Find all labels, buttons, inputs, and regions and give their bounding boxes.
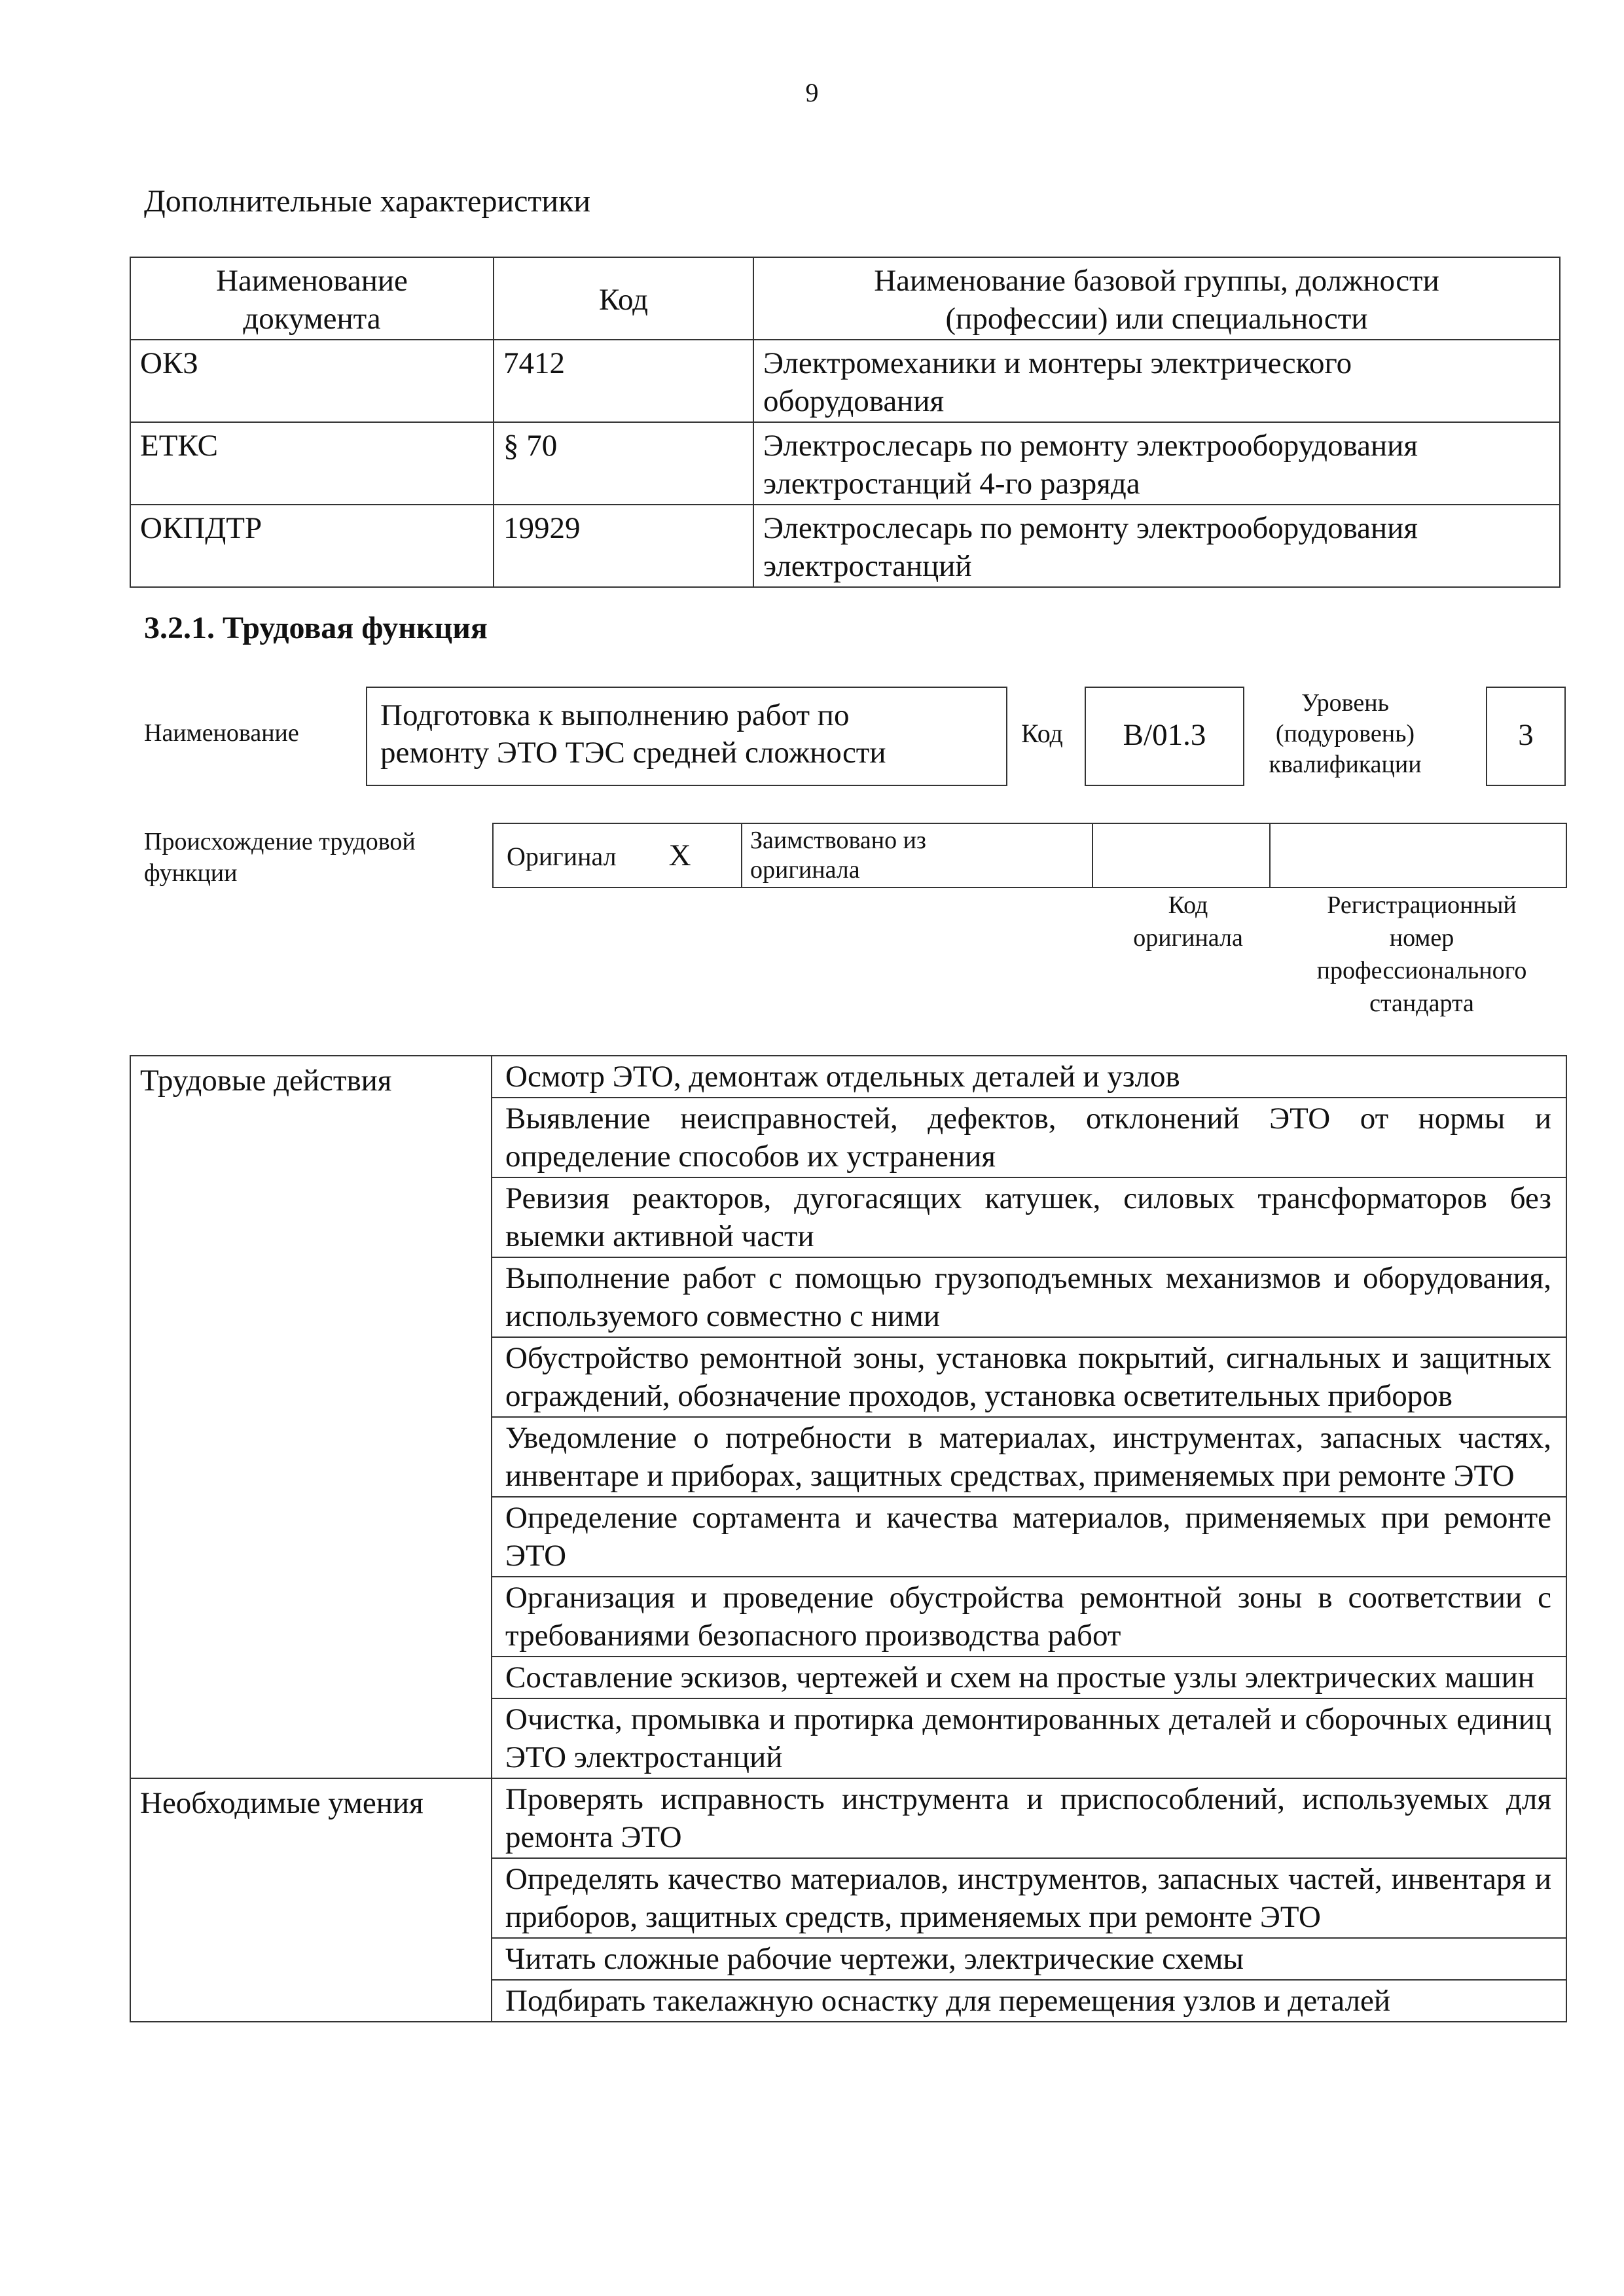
required-skills-label: Необходимые умения	[130, 1778, 492, 2022]
row-group-name-line2: оборудования	[763, 384, 945, 418]
borrowed-label-line2: оригинала	[750, 856, 860, 884]
additional-characteristics-heading: Дополнительные характеристики	[144, 184, 591, 219]
function-name-label: Наименование	[144, 719, 299, 747]
function-code-box: B/01.3	[1085, 687, 1244, 786]
header-group-name-line2: (профессии) или специальности	[945, 302, 1368, 336]
registration-number-caption	[1278, 889, 1566, 1020]
row-group-name	[753, 505, 1560, 587]
header-group-name-line1: Наименование базовой группы, должности	[874, 264, 1439, 298]
labor-action-item: Обустройство ремонтной зоны, установка покрытий, сигнальных и защитных ограждений, обозначение проходов, установка осветительных приборов	[492, 1337, 1566, 1417]
row-code: § 70	[494, 422, 753, 505]
table-row	[130, 340, 1560, 422]
row-code: 19929	[494, 505, 753, 587]
labor-action-item: Выполнение работ с помощью грузоподъемных механизмов и оборудования, используемого совместно с ними	[492, 1257, 1566, 1337]
qualification-level-box: 3	[1486, 687, 1566, 786]
function-code-label: Код	[1021, 719, 1063, 748]
function-origin-table	[492, 823, 1567, 888]
row-document: ОКЗ	[130, 340, 494, 422]
qualification-level-label	[1257, 688, 1434, 780]
original-label: Оригинал	[507, 842, 617, 871]
labor-action-item: Очистка, промывка и протирка демонтированных деталей и сборочных единиц ЭТО электростанций	[492, 1698, 1566, 1778]
labor-actions-table	[130, 1055, 1567, 2022]
header-code: Код	[494, 257, 753, 340]
labor-action-item: Выявление неисправностей, дефектов, отклонений ЭТО от нормы и определение способов их устранения	[492, 1098, 1566, 1177]
labor-action-item: Уведомление о потребности в материалах, инструментах, запасных частях, инвентаре и приборах, защитных средствах, применяемых при ремонте ЭТО	[492, 1417, 1566, 1497]
row-group-name	[753, 340, 1560, 422]
row-group-name-line1: Электромеханики и монтеры электрического	[763, 346, 1352, 380]
original-code-caption	[1100, 889, 1276, 954]
labor-action-item: Ревизия реакторов, дугогасящих катушек, силовых трансформаторов без выемки активной части	[492, 1177, 1566, 1257]
qualification-level-label-line1: Уровень	[1301, 689, 1389, 717]
original-code-caption-line2: оригинала	[1133, 924, 1243, 952]
table-row	[130, 422, 1560, 505]
page-number: 9	[805, 78, 819, 107]
required-skill-item: Определять качество материалов, инструментов, запасных частей, инвентаря и приборов, защитных средств, применяемых при ремонте ЭТО	[492, 1858, 1566, 1938]
function-name-line1: Подготовка к выполнению работ по	[380, 698, 850, 732]
labor-function-heading: 3.2.1. Трудовая функция	[144, 611, 488, 645]
original-code-caption-line1: Код	[1168, 891, 1208, 919]
table-row	[130, 1056, 1566, 1098]
registration-number-caption-line4: стандарта	[1369, 990, 1474, 1017]
labor-action-item: Организация и проведение обустройства ремонтной зоны в соответствии с требованиями безопасного производства работ	[492, 1577, 1566, 1657]
labor-actions-label: Трудовые действия	[130, 1056, 492, 1778]
additional-characteristics-table	[130, 257, 1561, 588]
function-name-line2: ремонту ЭТО ТЭС средней сложности	[380, 736, 886, 770]
original-cell	[493, 823, 742, 888]
table-row	[130, 1778, 1566, 1858]
registration-number-caption-line3: профессионального	[1316, 957, 1527, 984]
original-code-cell	[1092, 823, 1270, 888]
table-row	[130, 505, 1560, 587]
row-group-name-line2: электростанций 4-го разряда	[763, 467, 1140, 501]
labor-action-item: Осмотр ЭТО, демонтаж отдельных деталей и узлов	[492, 1056, 1566, 1098]
original-mark: X	[668, 838, 691, 872]
function-origin-label	[144, 826, 416, 889]
row-code: 7412	[494, 340, 753, 422]
header-document	[130, 257, 494, 340]
header-document-line2: документа	[243, 302, 381, 336]
table-header-row	[130, 257, 1560, 340]
required-skill-item: Подбирать такелажную оснастку для перемещения узлов и деталей	[492, 1980, 1566, 2022]
required-skill-item: Проверять исправность инструмента и приспособлений, используемых для ремонта ЭТО	[492, 1778, 1566, 1858]
row-document: ЕТКС	[130, 422, 494, 505]
function-origin-label-line2: функции	[144, 859, 238, 887]
borrowed-cell	[742, 823, 1092, 888]
function-name-box	[366, 687, 1007, 786]
row-group-name	[753, 422, 1560, 505]
borrowed-label-line1: Заимствовано из	[750, 827, 926, 854]
qualification-level-label-line2: (подуровень)	[1275, 720, 1415, 747]
registration-number-cell	[1270, 823, 1566, 888]
row-group-name-line1: Электрослесарь по ремонту электрооборудования	[763, 511, 1418, 545]
required-skill-item: Читать сложные рабочие чертежи, электрические схемы	[492, 1938, 1566, 1980]
header-document-line1: Наименование	[216, 264, 408, 298]
row-document: ОКПДТР	[130, 505, 494, 587]
registration-number-caption-line1: Регистрационный	[1327, 891, 1517, 919]
header-group-name	[753, 257, 1560, 340]
qualification-level-label-line3: квалификации	[1269, 751, 1422, 778]
function-origin-label-line1: Происхождение трудовой	[144, 828, 416, 855]
row-group-name-line1: Электрослесарь по ремонту электрооборудования	[763, 429, 1418, 463]
registration-number-caption-line2: номер	[1389, 924, 1454, 952]
labor-action-item: Определение сортамента и качества материалов, применяемых при ремонте ЭТО	[492, 1497, 1566, 1577]
labor-action-item: Составление эскизов, чертежей и схем на простые узлы электрических машин	[492, 1657, 1566, 1698]
row-group-name-line2: электростанций	[763, 549, 972, 583]
